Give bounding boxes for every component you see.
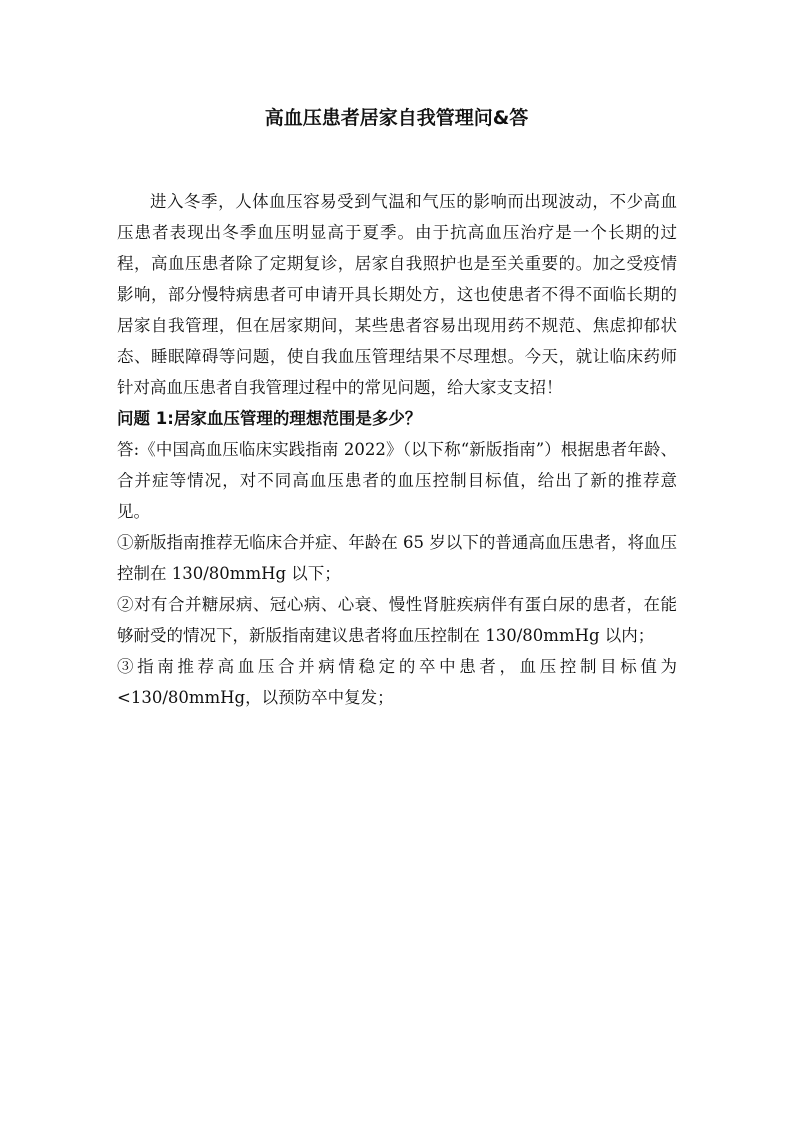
answer-intro-paragraph: 答:《中国高血压临床实践指南 2022》（以下称“新版指南”）根据患者年龄、合并症等情况，对不同高血压患者的血压控制目标值，给出了新的推荐意见。 [117, 440, 677, 521]
answer-item-3: ③指南推荐高血压合并病情稳定的卒中患者，血压控制目标值为<130/80mmHg，以预防卒中复发； [117, 657, 677, 707]
question-1-heading: 问题 1:居家血压管理的理想范围是多少？ [117, 409, 422, 428]
document-body [117, 186, 677, 713]
answer-item-2: ②对有合并糖尿病、冠心病、心衰、慢性肾脏疾病伴有蛋白尿的患者，在能够耐受的情况下，新版指南建议患者将血压控制在 130/80mmHg 以内； [117, 595, 677, 645]
page-title: 高血压患者居家自我管理问&答 [264, 107, 529, 129]
answer-item-1: ①新版指南推荐无临床合并症、年龄在 65 岁以下的普通高血压患者，将血压控制在 130/80mmHg 以下； [117, 533, 677, 583]
intro-paragraph: 进入冬季，人体血压容易受到气温和气压的影响而出现波动，不少高血压患者表现出冬季血压明显高于夏季。由于抗高血压治疗是一个长期的过程，高血压患者除了定期复诊，居家自我照护也是至关重要的。加之受疫情影响，部分慢特病患者可申请开具长期处方，这也使患者不得不面临长期的居家自我管理，但在居家期间，某些患者容易出现用药不规范、焦虑抑郁状态、睡眠障碍等问题，使自我血压管理结果不尽理想。今天，就让临床药师针对高血压患者自我管理过程中的常见问题，给大家支支招！ [117, 192, 677, 397]
